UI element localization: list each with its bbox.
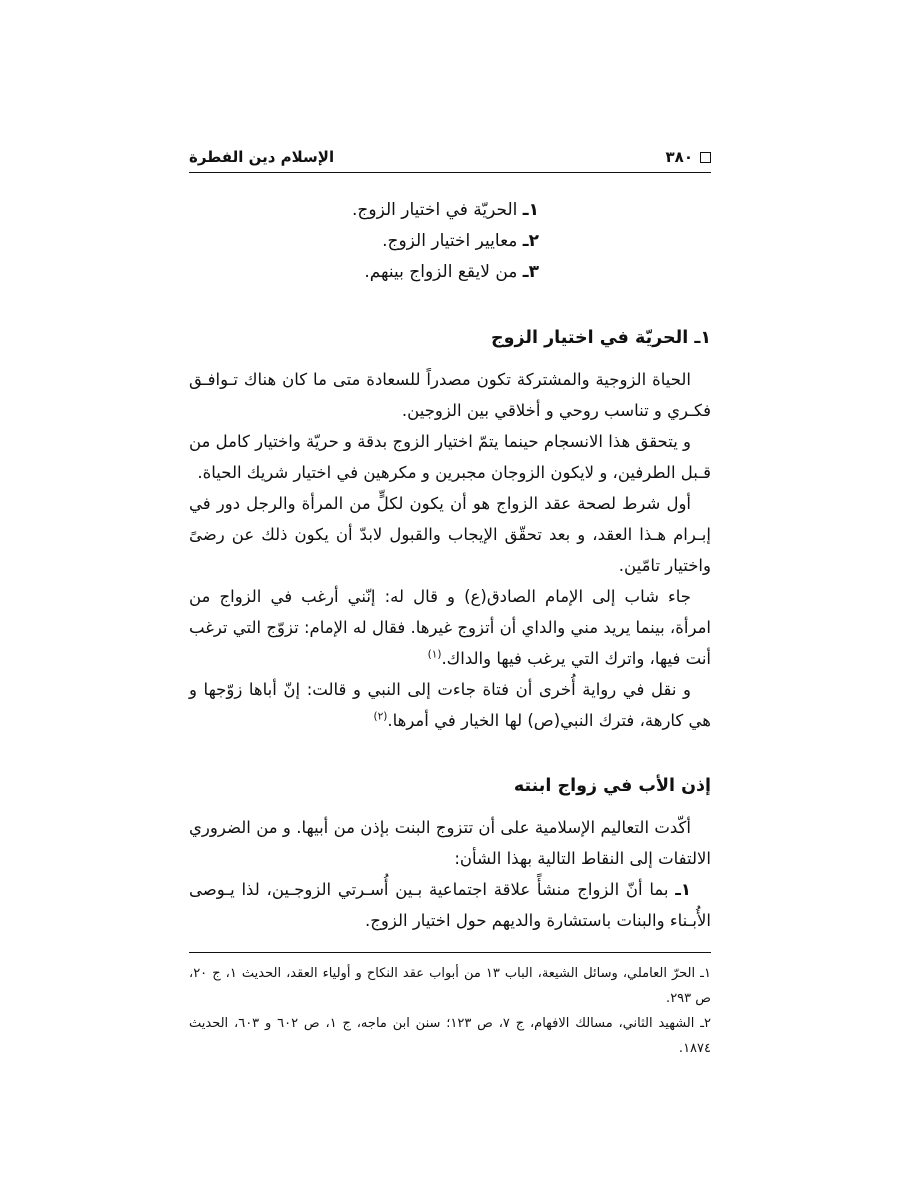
page-header [189, 148, 711, 172]
toc-item-text: من لايقع الزواج بينهم. [364, 262, 518, 282]
paragraph-text: و يتحقق هذا الانسجام حينما يتمّ اختيار الزوج بدقة و حريّة واختيار كامل من قـبل الطرفين، و لايكون الزوجان مجبرين و مكرهين في اختيار شريك الحياة. [189, 432, 711, 482]
paragraph-text: بما أنّ الزواج منشأً علاقة اجتماعية بـين أُسـرتي الزوجـين، لذا يـوصى الأُبـناء والبنات باستشارة والديهم حول اختيار الزوج. [189, 880, 711, 930]
toc-list [189, 195, 711, 288]
toc-item [189, 226, 539, 257]
item-number: ١ـ [675, 880, 691, 899]
paragraph-text: الحياة الزوجية والمشتركة تكون مصدراً للسعادة متى ما كان هناك تـوافـق فكـري و تناسب روحي و أخلاقي بين الزوجين. [189, 370, 711, 420]
paragraph-text: و نقل في رواية أُخرى أن فتاة جاءت إلى النبي و قالت: إنّ أباها زوّجها و هي كارهة، فترك النبي(ص) لها الخيار في أمرها. [189, 680, 711, 730]
page-number-square-icon [700, 152, 711, 163]
footnote-rule [189, 952, 711, 953]
page-number [666, 148, 711, 166]
paragraph [189, 488, 711, 581]
toc-item [189, 195, 539, 226]
paragraph [189, 812, 711, 874]
paragraph-text: جاء شاب إلى الإمام الصادق(ع) و قال له: إنّني أرغب في الزواج من امرأة، بينما يريد مني والداي أن أتزوج غيرها. فقال له الإمام: تزوّج التي ترغب أنت فيها، واترك التي يرغب فيها والداك. [189, 587, 711, 668]
footnotes [189, 952, 711, 1061]
footnote: ١ـ الحرّ العاملي، وسائل الشيعة، الباب ١٣ من أبواب عقد النكاح و أولياء العقد، الحديث ١، ج ٢٠، ص ٢٩٣. [189, 966, 711, 1006]
page-number-text: ٣٨٠ [665, 148, 693, 166]
footnote-reference: (٢) [373, 710, 388, 723]
section-heading: ١ـ الحريّة في اختيار الزوج [491, 328, 711, 348]
toc-item-number: ١ـ [522, 200, 539, 220]
toc-item-number: ٣ـ [522, 262, 539, 282]
paragraph-text: أكّدت التعاليم الإسلامية على أن تتزوج البنت بإذن من أبيها. و من الضروري الالتفات إلى النقاط التالية بهذا الشأن: [189, 818, 711, 868]
toc-item [189, 257, 539, 288]
paragraph [189, 364, 711, 426]
paragraph [189, 426, 711, 488]
section-heading: إذن الأب في زواج ابنته [513, 776, 711, 796]
page-content [189, 148, 711, 1061]
toc-item-text: الحريّة في اختيار الزوج. [352, 200, 518, 220]
toc-item-number: ٢ـ [522, 231, 539, 251]
numbered-paragraph [189, 874, 711, 936]
footnote-reference: (١) [427, 648, 442, 661]
paragraph-text: أول شرط لصحة عقد الزواج هو أن يكون لكلٍّ من المرأة والرجل دور في إبـرام هـذا العقد، و بعد تحقّق الإيجاب والقبول لابدّ أن يكون ذلك عن رضىً واختيار تامّين. [189, 494, 711, 575]
header-rule [189, 172, 711, 173]
paragraph [189, 674, 711, 736]
paragraph [189, 581, 711, 674]
footnote: ٢ـ الشهيد الثاني، مسالك الافهام، ج ٧، ص ١٢٣؛ سنن ابن ماجه، ج ١، ص ٦٠٢ و ٦٠٣، الحديث ١٨٧٤. [189, 1016, 711, 1056]
toc-item-text: معايير اختيار الزوج. [382, 231, 518, 251]
book-title: الإسلام دين الفطرة [189, 148, 335, 166]
